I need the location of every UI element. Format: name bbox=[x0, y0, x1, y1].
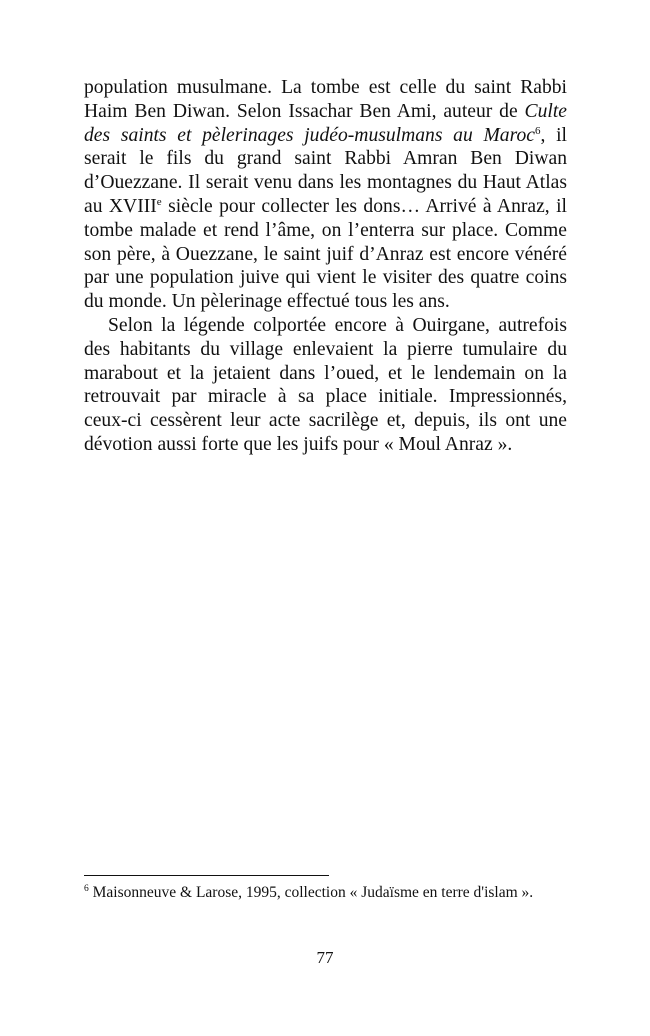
paragraph-1 bbox=[84, 76, 567, 314]
page-number: 77 bbox=[316, 948, 334, 967]
paragraph-1-text-c: siècle pour collecter les dons… Arrivé à Anraz, il tombe malade et rend l’âme, on l’enterra sur place. Comme son père, à Ouezzane, le saint juif d’Anraz est encore vénéré par une population juive qui vient le visiter des quatre coins du monde. Un pèlerinage effectué tous les ans. bbox=[84, 195, 567, 313]
footnote-text: Maisonneuve & Larose, 1995, collection « Judaïsme en terre d'islam ». bbox=[88, 884, 534, 901]
footnote-separator bbox=[84, 875, 329, 876]
footnote bbox=[84, 882, 567, 903]
footnote-number: 6 bbox=[84, 884, 89, 894]
footnote-reference: 6 bbox=[535, 124, 541, 137]
paragraph-1-text-b: , il serait le fils du grand saint Rabbi Amran Ben Diwan d’Ouezzane. Il serait venu dans les montagnes du Haut Atlas au XVIII bbox=[84, 124, 567, 217]
book-title: Culte des saints et pèlerinages judéo-musulmans au Maroc bbox=[84, 100, 567, 146]
century-suffix: e bbox=[156, 195, 162, 208]
paragraph-2: Selon la légende colportée encore à Ouirgane, autrefois des habitants du village enlevaient la pierre tumulaire du marabout et la jetaient dans l’oued, et le lendemain on la retrouvait par miracle à sa place initiale. Impressionnés, ceux-ci cessèrent leur acte sacrilège et, depuis, ils ont une dévotion aussi forte que les juifs pour « Moul Anraz ». bbox=[84, 314, 567, 455]
page-body bbox=[84, 76, 567, 457]
paragraph-1-text-a: population musulmane. La tombe est celle du saint Rabbi Haim Ben Diwan. Selon Issachar Ben Ami, auteur de bbox=[84, 77, 567, 122]
